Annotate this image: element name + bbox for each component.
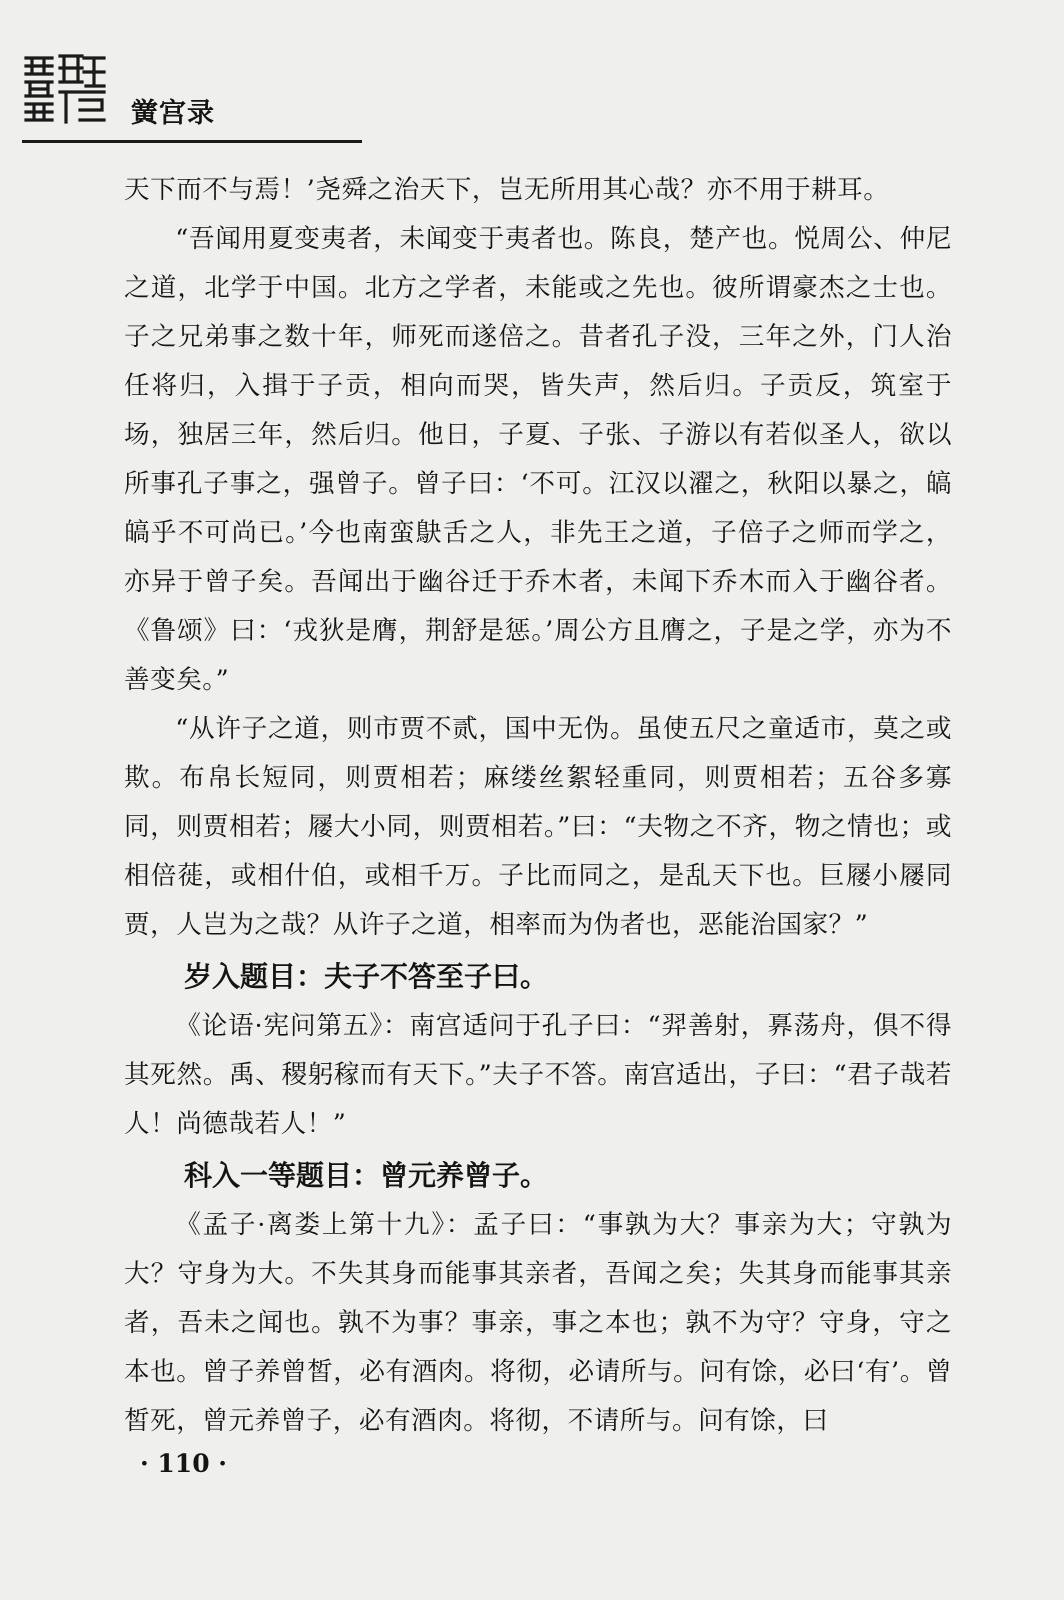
- paragraph: 天下而不与焉！’尧舜之治天下，岂无所用其心哉？亦不用于耕耳。: [124, 175, 890, 205]
- paragraph: “吾闻用夏变夷者，未闻变于夷者也。陈良，楚产也。悦周公、仲尼之道，北学于中国。北方之学者，未能或之先也。彼所谓豪杰之士也。子之兄弟事之数十年，师死而遂倍之。昔者孔子没，三年之外，门人治任将归，入揖于子贡，相向而哭，皆失声，然后归。子贡反，筑室于场，独居三年，然后归。他日，子夏、子张、子游以有若似圣人，欲以所事孔子事之，强曾子。曾子曰：‘不可。江汉以濯之，秋阳以暴之，皜皜乎不可尚已。’今也南蛮鴃舌之人，非先王之道，子倍子之师而学之，亦异于曾子矣。吾闻出于幽谷迁于乔木者，未闻下乔木而入于幽谷者。《鲁颂》曰：‘戎狄是膺，荆舒是惩。’周公方且膺之，子是之学，亦为不善变矣。”: [124, 224, 952, 695]
- section-heading: 科入一等题目：曾元养曾子。: [184, 1159, 549, 1192]
- running-header-title: 黉宫录: [131, 98, 215, 129]
- page-number: · 110 ·: [140, 1449, 227, 1478]
- seal-logo-icon: [22, 52, 108, 128]
- paragraph: 《孟子·离娄上第十九》：孟子曰：“事孰为大？事亲为大；守孰为大？守身为大。不失其身而能事其亲者，吾闻之矣；失其身而能事其亲者，吾未之闻也。孰不为事？事亲，事之本也；孰不为守？守身，守之本也。曾子养曾皙，必有酒肉。将彻，必请所与。问有馀，必曰‘有’。曾皙死，曾元养曾子，必有酒肉。将彻，不请所与。问有馀，曰: [124, 1210, 952, 1436]
- paragraph: 《论语·宪问第五》：南宫适问于孔子曰：“羿善射，奡荡舟，俱不得其死然。禹、稷躬稼而有天下。”夫子不答。南宫适出，子曰：“君子哉若人！尚德哉若人！”: [124, 1011, 952, 1139]
- section-heading: 岁入题目：夫子不答至子曰。: [184, 960, 549, 993]
- body-text: [124, 166, 952, 1446]
- header-divider: [22, 140, 362, 143]
- paragraph: “从许子之道，则市贾不贰，国中无伪。虽使五尺之童适市，莫之或欺。布帛长短同，则贾相若；麻缕丝絮轻重同，则贾相若；五谷多寡同，则贾相若；屦大小同，则贾相若。”曰：“夫物之不齐，物之情也；或相倍蓰，或相什伯，或相千万。子比而同之，是乱天下也。巨屦小屦同贾，人岂为之哉？从许子之道，相率而为伪者也，恶能治国家？”: [124, 714, 952, 940]
